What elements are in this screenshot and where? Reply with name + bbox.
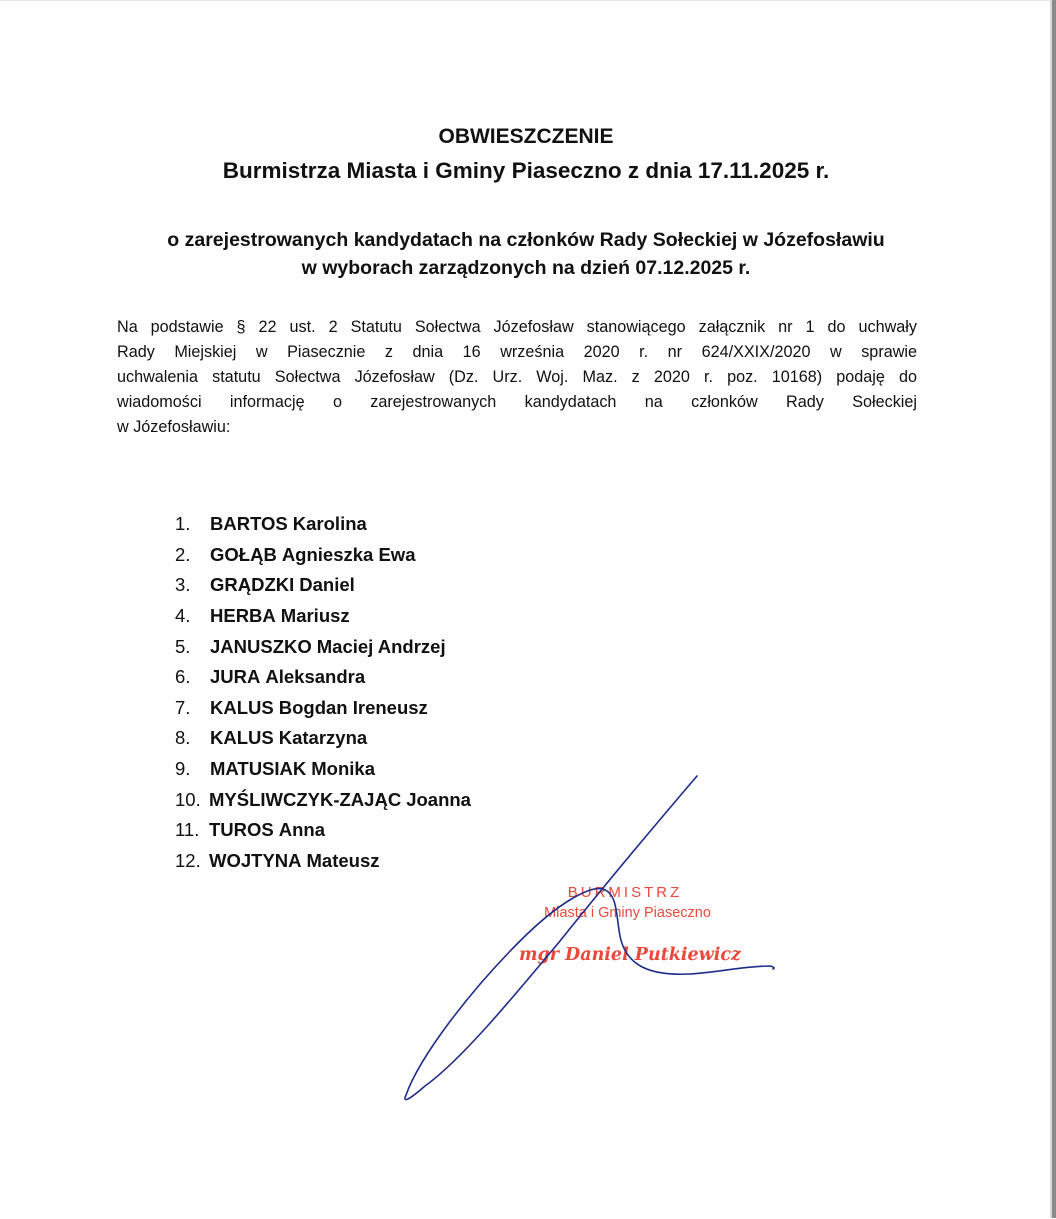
document-topic-line-1: o zarejestrowanych kandydatach na członków Rady Sołeckiej w Józefosławiu [167,229,885,251]
candidate-number: 7. [175,696,191,718]
candidate-given-name: Joanna [406,788,471,810]
candidate-surname: MYŚLIWCZYK-ZAJĄC [209,788,402,810]
candidate-item [175,815,471,846]
candidate-given-name: Mariusz [280,605,350,627]
candidate-given-name: Maciej Andrzej [316,635,446,657]
candidate-number: 2. [175,543,191,565]
document-title: OBWIESZCZENIE [438,125,614,148]
candidate-given-name: Monika [311,758,375,780]
body-paragraph [117,315,917,440]
candidate-item [175,509,471,540]
candidate-item [175,693,471,724]
candidate-surname: GOŁĄB [210,543,277,565]
candidate-number: 10. [175,788,201,810]
candidate-number: 9. [175,758,191,780]
candidate-surname: JURA [210,666,261,688]
candidate-surname: WOJTYNA [209,849,302,871]
page-edge [1052,0,1056,1218]
candidate-number: 1. [175,513,191,535]
stamp-subtitle: Miasta i Gminy Piaseczno [544,905,711,921]
body-line: uchwalenia statutu Sołectwa Józefosław (Dz. Urz. Woj. Maz. z 2020 r. poz. 10168) podaję do [117,368,917,386]
candidate-number: 8. [175,727,191,749]
stamp-name: mgr Daniel Putkiewicz [518,945,741,965]
candidate-surname: TUROS [209,819,274,841]
candidate-number: 12. [175,849,201,871]
candidate-given-name: Karolina [292,513,367,535]
candidate-given-name: Daniel [299,574,355,596]
candidate-item [175,662,471,693]
candidate-item [175,631,471,662]
candidate-surname: KALUS [210,727,274,749]
candidate-item [175,540,471,571]
candidate-surname: BARTOS [210,513,288,535]
candidate-given-name: Agnieszka Ewa [281,543,416,565]
candidate-item [175,784,471,815]
document-topic-line-2: w wyborach zarządzonych na dzień 07.12.2025 r. [301,257,751,279]
candidate-list [175,509,471,876]
candidate-surname: KALUS [210,696,274,718]
candidate-surname: MATUSIAK [210,758,307,780]
body-line: wiadomości informację o zarejestrowanych kandydatach na członków Rady Sołeckiej [117,393,917,411]
candidate-number: 3. [175,574,191,596]
candidate-number: 6. [175,666,191,688]
candidate-surname: HERBA [210,605,276,627]
candidate-number: 11. [175,819,200,841]
candidate-surname: JANUSZKO [210,635,312,657]
candidate-number: 5. [175,635,191,657]
candidate-number: 4. [175,605,191,627]
body-line: w Józefosławiu: [117,418,231,436]
document-subtitle: Burmistrza Miasta i Gminy Piaseczno z dnia 17.11.2025 r. [222,158,830,183]
candidate-given-name: Mateusz [306,849,380,871]
candidate-given-name: Bogdan Ireneusz [278,696,428,718]
body-line: Rady Miejskiej w Piasecznie z dnia 16 września 2020 r. nr 624/XXIX/2020 w sprawie [117,343,917,361]
candidate-item [175,601,471,632]
candidate-item [175,754,471,785]
candidate-item [175,723,471,754]
body-line: Na podstawie § 22 ust. 2 Statutu Sołectwa Józefosław stanowiącego załącznik nr 1 do uchwały [117,318,917,336]
candidate-item [175,846,471,877]
candidate-given-name: Katarzyna [278,727,368,749]
candidate-given-name: Anna [278,819,325,841]
candidate-item [175,570,471,601]
stamp-title: BURMISTRZ [567,884,683,901]
candidate-given-name: Aleksandra [265,666,366,688]
candidate-surname: GRĄDZKI [210,574,295,596]
